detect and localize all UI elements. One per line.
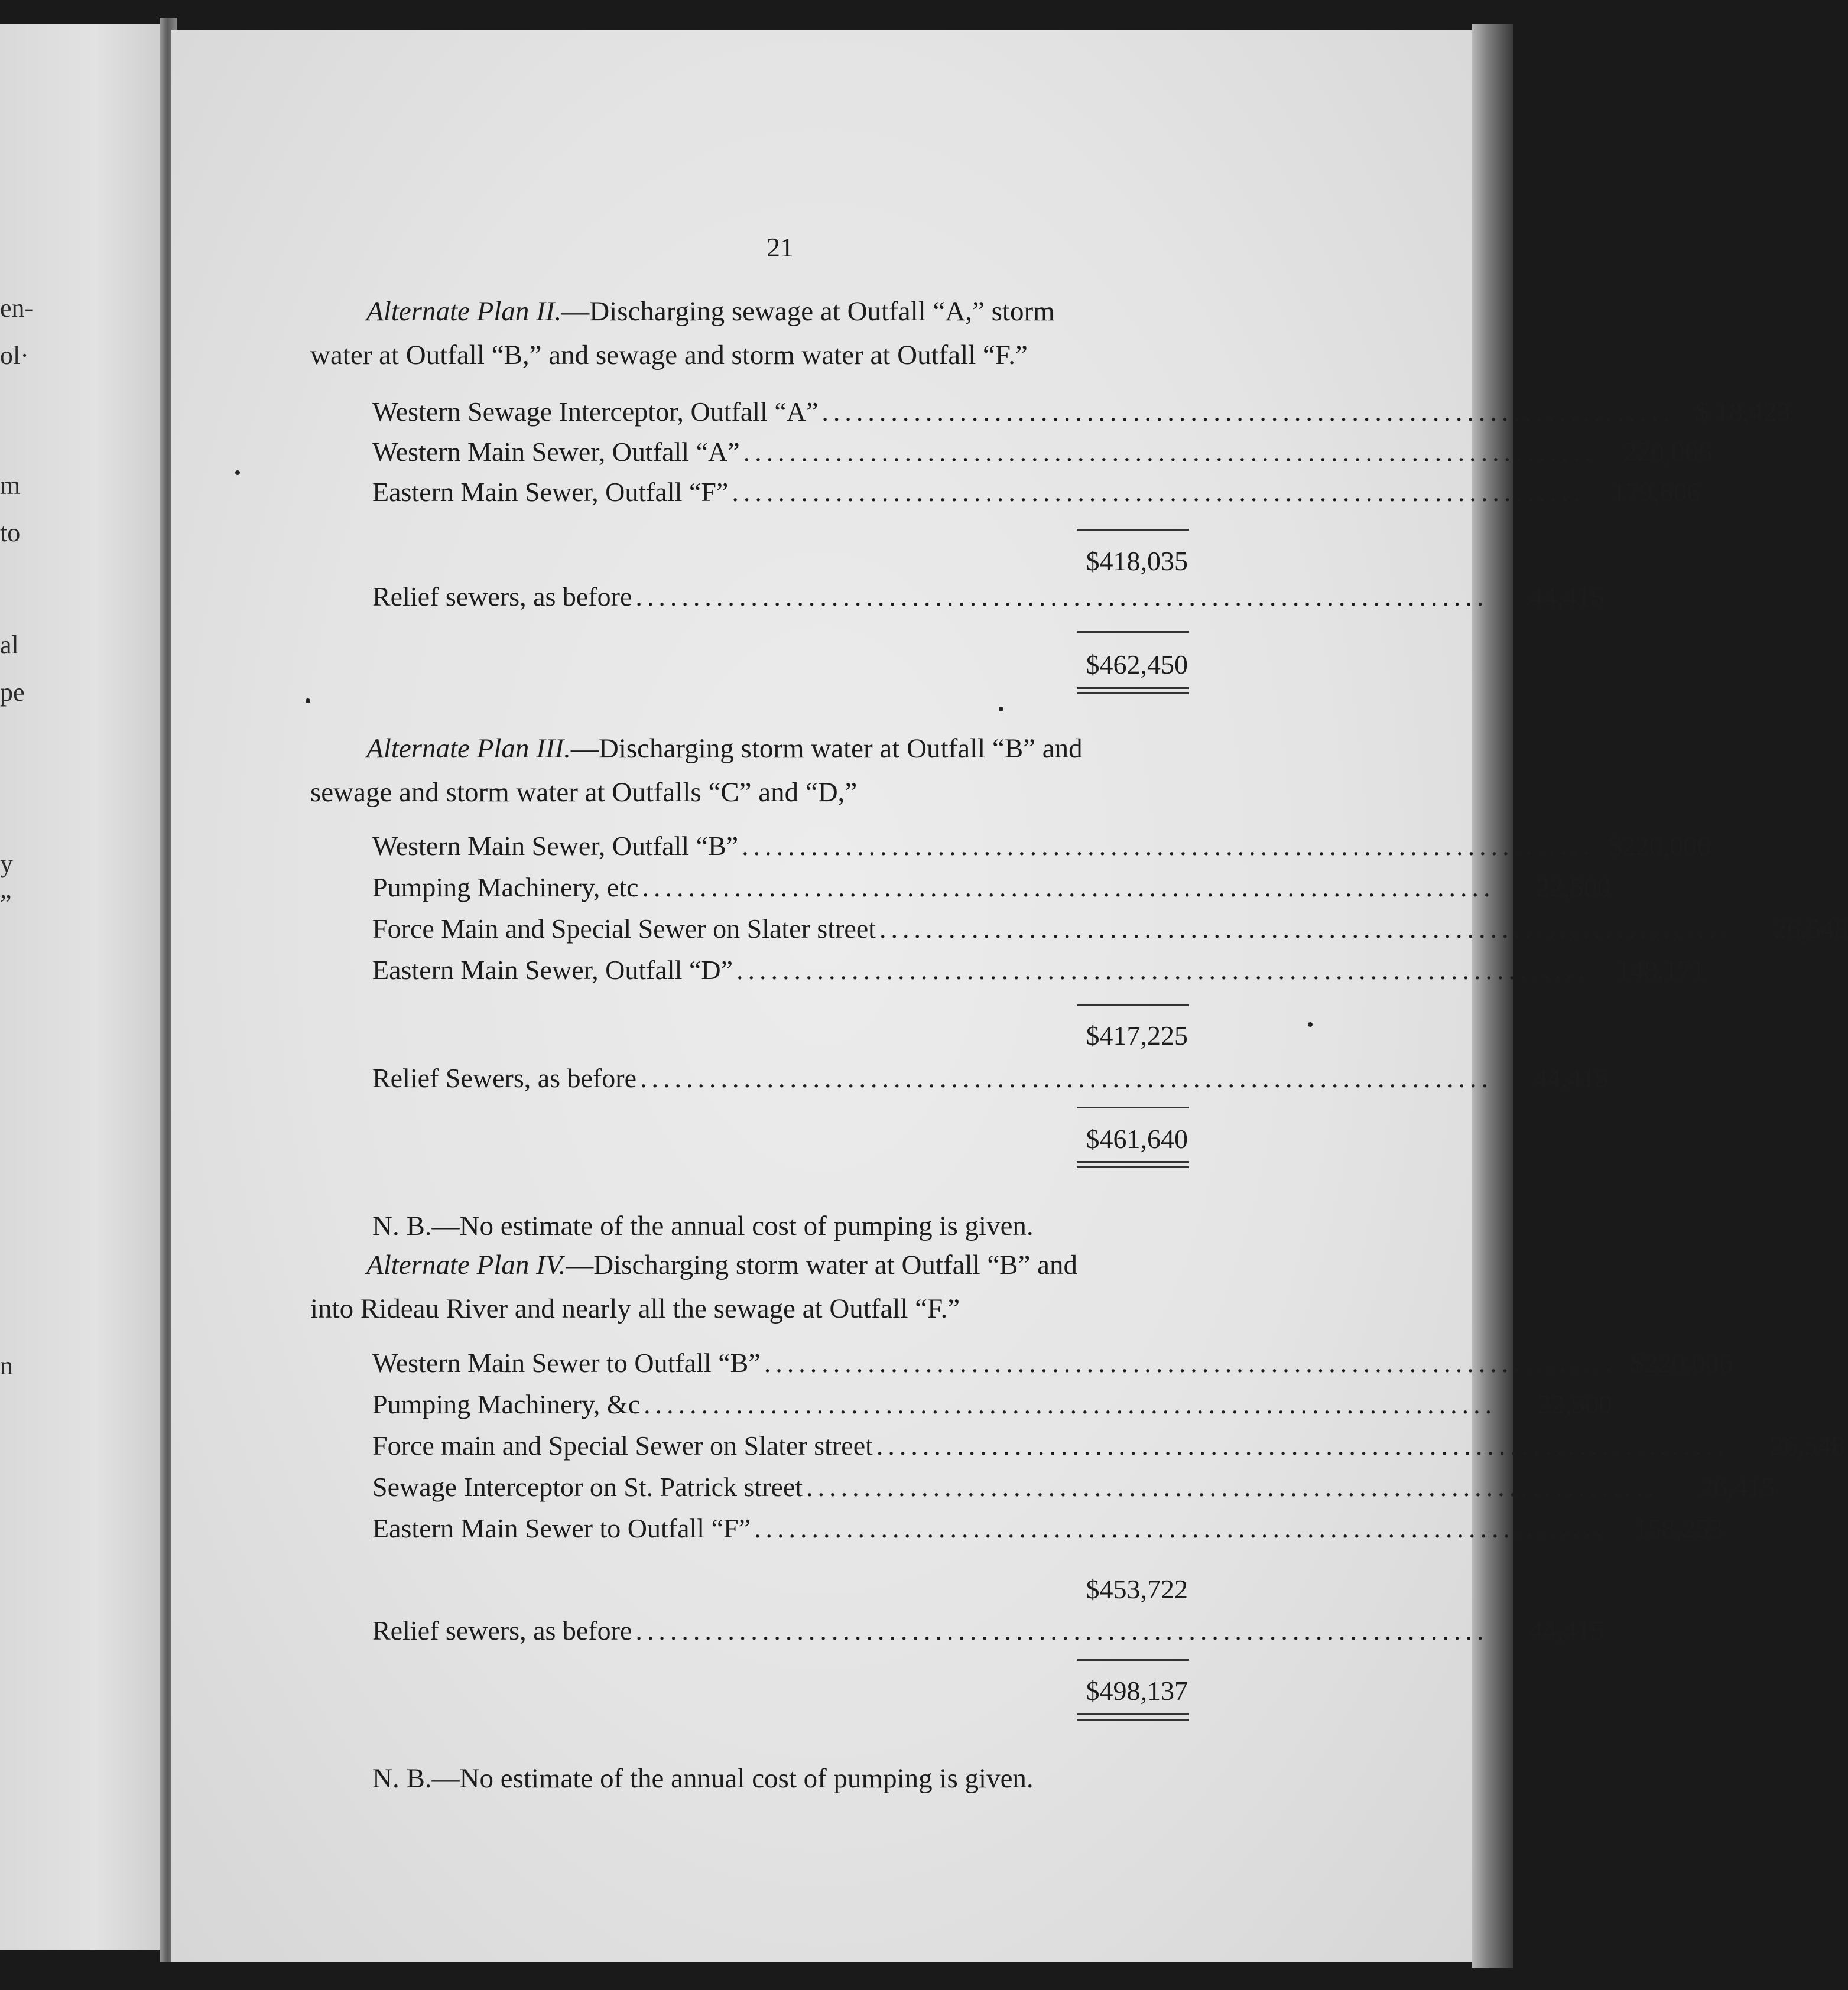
cost-label: Sewage Interceptor on St. Patrick street	[372, 1472, 803, 1502]
total: $462,450	[1086, 649, 1188, 679]
cost-amount: 26,548	[1770, 1430, 1845, 1461]
cost-amount: 26,548	[1773, 913, 1848, 944]
dot-leader: ..........................................................................	[754, 1513, 1607, 1543]
facing-page-fragment: ”	[0, 889, 12, 918]
plan-4-title: Alternate Plan IV.	[366, 1250, 566, 1280]
facing-page-fragment: m	[0, 471, 21, 500]
cost-label: Western Sewage Interceptor, Outfall “A”	[372, 396, 819, 427]
plan-4-note: N. B.—No estimate of the annual cost of pumping is given.	[372, 1763, 1034, 1794]
plan-4-heading	[310, 1243, 1247, 1287]
cost-amount: 44,415	[1529, 1615, 1605, 1646]
cost-label: Western Main Sewer to Outfall “B”	[372, 1348, 761, 1378]
plan-3-title: Alternate Plan III.	[366, 733, 571, 764]
cost-amount: 179,606	[1612, 477, 1701, 507]
cost-label: Western Main Sewer, Outfall “B”	[372, 831, 739, 861]
cost-amount: 22,500	[1537, 1389, 1613, 1419]
sum-rule	[1077, 529, 1189, 531]
facing-page-fragment: al	[0, 630, 19, 659]
total: $498,137	[1086, 1676, 1188, 1706]
cost-label: Pumping Machinery, &c	[372, 1389, 641, 1419]
page-edge	[1472, 24, 1513, 1968]
dot-leader: ..........................................................................	[764, 1348, 1617, 1378]
cost-row	[372, 1342, 1733, 1384]
total-rule	[1077, 1713, 1189, 1715]
cost-label: Relief sewers, as before	[372, 581, 632, 612]
print-speck	[306, 698, 310, 703]
cost-row	[372, 472, 1701, 513]
total-rule	[1077, 687, 1189, 689]
total-rule	[1077, 692, 1189, 694]
sum-rule	[1077, 1004, 1189, 1006]
cost-label: Eastern Main Sewer, Outfall “D”	[372, 955, 733, 985]
total-rule	[1077, 1166, 1189, 1168]
cost-row	[372, 1384, 1613, 1425]
dot-leader: ..........................................................................	[876, 1430, 1729, 1461]
plan-4-description-line-1: —Discharging storm water at Outfall “B” and	[566, 1250, 1078, 1280]
cost-amount: $220,006	[1631, 1348, 1733, 1378]
total-rule	[1077, 1161, 1189, 1163]
dot-leader: ..........................................................................	[640, 1063, 1493, 1093]
dot-leader: ..........................................................................	[736, 955, 1589, 985]
dot-leader: ..........................................................................	[821, 396, 1675, 427]
cost-label: Eastern Main Sewer to Outfall “F”	[372, 1513, 751, 1543]
dot-leader: ..........................................................................	[879, 913, 1733, 944]
cost-row	[372, 950, 1705, 991]
total: $461,640	[1086, 1124, 1188, 1154]
relief-row	[372, 1058, 1609, 1099]
page-number: 21	[767, 232, 794, 262]
cost-amount: $ 18,423	[1695, 396, 1791, 427]
plan-3-description-line-1: —Discharging storm water at Outfall “B” and	[570, 733, 1083, 764]
subtotal: $417,225	[1086, 1020, 1188, 1051]
sum-rule	[1077, 631, 1189, 633]
cost-amount: $220,006	[1608, 831, 1711, 861]
plan-4-description-line-2: into Rideau River and nearly all the sewage at Outfall “F.”	[310, 1293, 960, 1324]
cost-row	[372, 1508, 1723, 1549]
cost-amount: 26,415	[1700, 1472, 1775, 1502]
dot-leader: ..........................................................................	[644, 1389, 1497, 1419]
facing-page-fragment: to	[0, 518, 21, 547]
plan-2-description-line-2: water at Outfall “B,” and sewage and storm water at Outfall “F.”	[310, 340, 1028, 370]
dot-leader: ..........................................................................	[806, 1472, 1659, 1502]
relief-row	[372, 1610, 1605, 1651]
cost-label: Force main and Special Sewer on Slater street	[372, 1430, 873, 1461]
print-speck	[999, 707, 1003, 711]
subtotal: $453,722	[1086, 1574, 1188, 1604]
facing-page	[0, 24, 160, 1950]
total-rule	[1077, 1719, 1189, 1721]
cost-label: Western Main Sewer, Outfall “A”	[372, 437, 740, 467]
facing-page-fragment: n	[0, 1351, 13, 1380]
cost-label: Pumping Machinery, etc	[372, 872, 639, 902]
plan-3-note: N. B.—No estimate of the annual cost of pumping is given.	[372, 1211, 1034, 1241]
plan-2-heading	[310, 290, 1247, 333]
sum-rule	[1077, 1659, 1189, 1661]
facing-page-fragment: en-	[0, 294, 34, 323]
cost-row	[372, 825, 1711, 867]
cost-amount: 220,006	[1623, 437, 1712, 467]
print-speck	[1308, 1022, 1313, 1027]
cost-row	[372, 867, 1611, 908]
cost-row	[372, 1467, 1775, 1508]
subtotal: $418,035	[1086, 546, 1188, 576]
dot-leader: ..........................................................................	[635, 1615, 1489, 1646]
cost-label: Eastern Main Sewer, Outfall “F”	[372, 477, 729, 507]
cost-label: Relief Sewers, as before	[372, 1063, 637, 1093]
dot-leader: ..........................................................................	[732, 477, 1585, 507]
plan-3-description-line-2: sewage and storm water at Outfalls “C” and “D,”	[310, 777, 858, 808]
plan-3-heading	[310, 727, 1247, 770]
print-speck	[235, 470, 240, 475]
facing-page-fragment: ol·	[0, 341, 29, 370]
cost-amount: 44,415	[1529, 581, 1605, 612]
facing-page-fragment: y	[0, 849, 13, 878]
plan-2-description-line-1: —Discharging sewage at Outfall “A,” storm	[561, 296, 1055, 327]
plan-2-title: Alternate Plan II.	[366, 296, 562, 327]
dot-leader: ..........................................................................	[642, 872, 1495, 902]
cost-label: Force Main and Special Sewer on Slater street	[372, 913, 876, 944]
relief-row	[372, 576, 1605, 617]
cost-amount: 158,253	[1634, 1513, 1723, 1543]
dot-leader: ..........................................................................	[742, 831, 1595, 861]
cost-label: Relief sewers, as before	[372, 1615, 632, 1646]
cost-row	[372, 1425, 1845, 1467]
cost-amount: 148,171	[1616, 955, 1705, 985]
facing-page-fragment: pe	[0, 678, 25, 707]
dot-leader: ..........................................................................	[635, 581, 1489, 612]
cost-amount: 44,415	[1534, 1063, 1609, 1093]
cost-row	[372, 908, 1848, 950]
cost-row	[372, 431, 1712, 473]
sum-rule	[1077, 1107, 1189, 1108]
cost-amount: 22,500	[1536, 872, 1611, 902]
dot-leader: ..........................................................................	[743, 437, 1596, 467]
cost-row	[372, 391, 1791, 433]
